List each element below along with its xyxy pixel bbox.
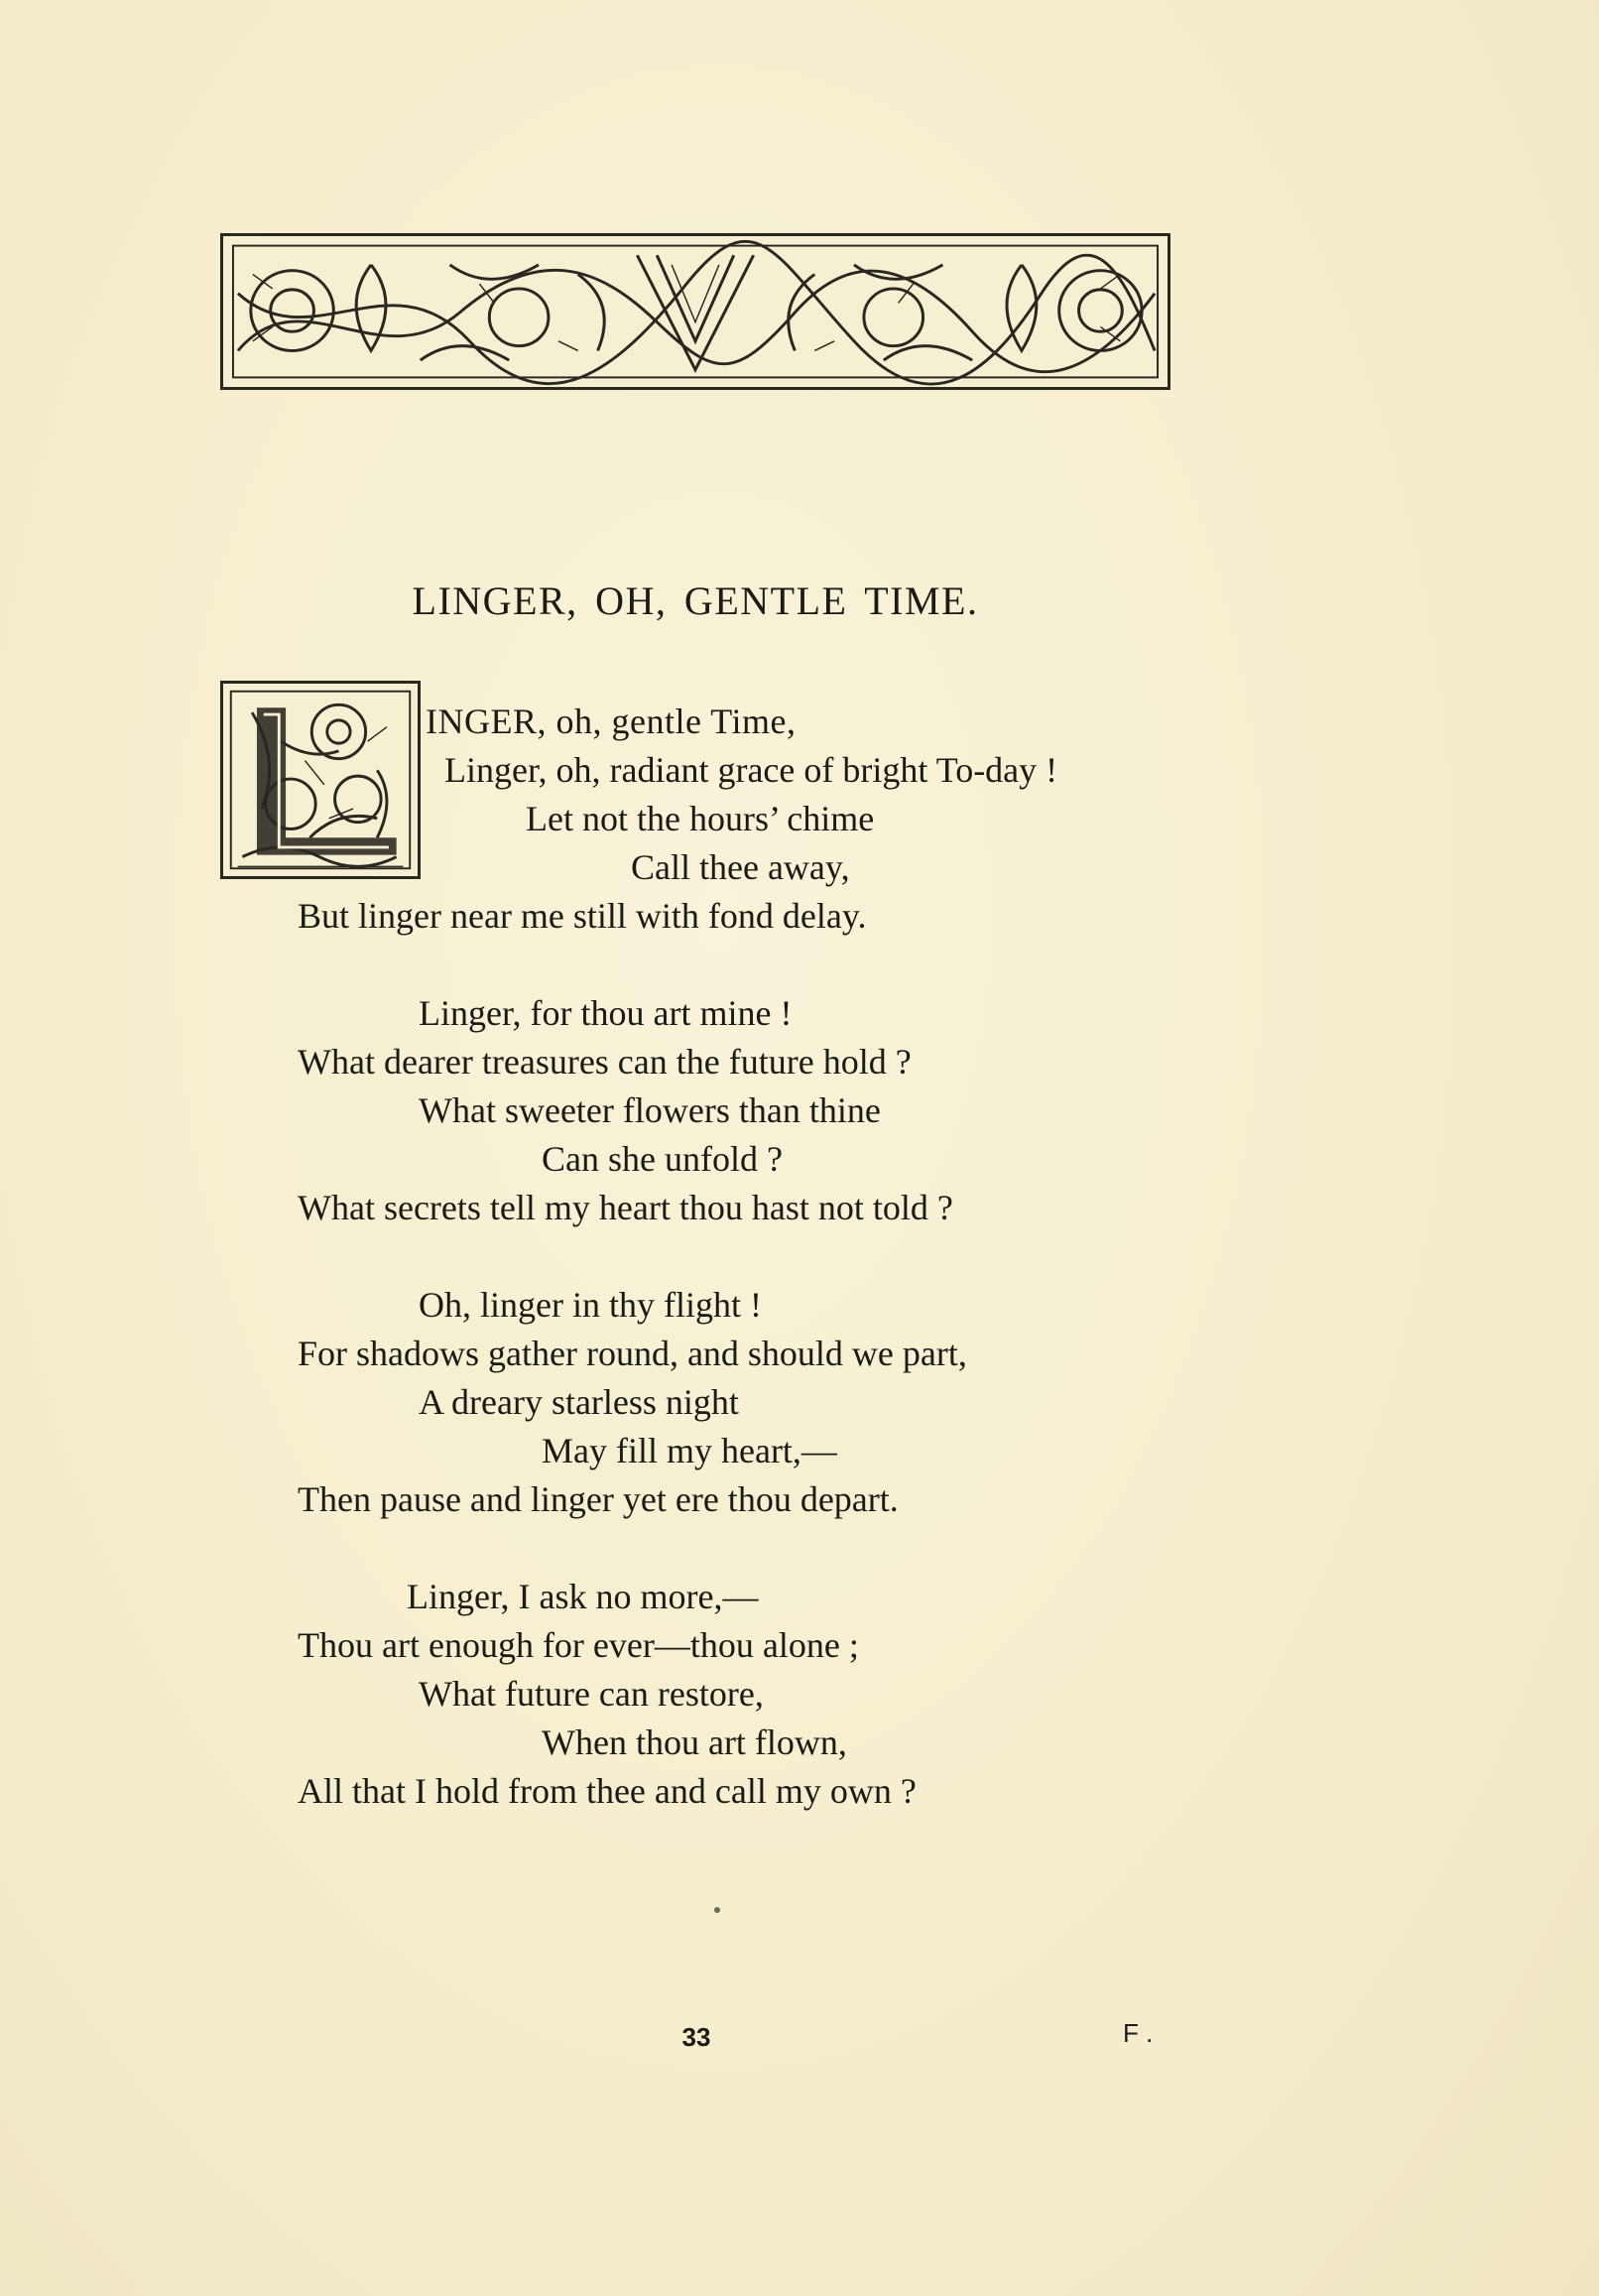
- poem-line-9: Can she unfold ?: [542, 1139, 783, 1179]
- poem-line-2: Linger, oh, radiant grace of bright To-day !: [444, 750, 1058, 790]
- floral-initial-icon: [223, 684, 418, 876]
- poem-line-16: Linger, I ask no more,—: [407, 1577, 759, 1616]
- poem-line-19: When thou art flown,: [542, 1722, 847, 1762]
- poem-line-4: Call thee away,: [631, 847, 850, 887]
- poem-line-20: All that I hold from thee and call my own ?: [298, 1771, 917, 1811]
- drop-cap-initial: [220, 681, 421, 879]
- poem-line-7: What dearer treasures can the future hold ?: [298, 1042, 912, 1082]
- poem-line-15: Then pause and linger yet ere thou depart.: [298, 1479, 899, 1519]
- poem-line-6: Linger, for thou art mine !: [419, 993, 793, 1033]
- headpiece-icon: [223, 236, 1168, 387]
- poem-line-12: For shadows gather round, and should we part,: [298, 1334, 967, 1373]
- poem-line-1: INGER, oh, gentle Time,: [426, 702, 797, 741]
- poem-line-11: Oh, linger in thy flight !: [419, 1285, 762, 1325]
- poem-line-13: A dreary starless night: [419, 1382, 739, 1422]
- poem-line-18: What future can restore,: [419, 1674, 764, 1714]
- poem-line-3: Let not the hours’ chime: [526, 799, 875, 838]
- signature-mark: F .: [1123, 2018, 1154, 2048]
- poem-line-10: What secrets tell my heart thou hast not told ?: [298, 1188, 953, 1227]
- poem-line-14: May fill my heart,—: [542, 1431, 837, 1470]
- poem-title: LINGER, OH, GENTLE TIME.: [412, 578, 979, 623]
- ink-speck: [714, 1907, 720, 1913]
- page-number: 33: [681, 2022, 711, 2052]
- poem-line-8: What sweeter flowers than thine: [419, 1090, 881, 1130]
- poem-line-5: But linger near me still with fond delay.: [298, 896, 867, 936]
- poem-line-17: Thou art enough for ever—thou alone ;: [298, 1625, 859, 1665]
- floral-headpiece-ornament: [220, 233, 1170, 390]
